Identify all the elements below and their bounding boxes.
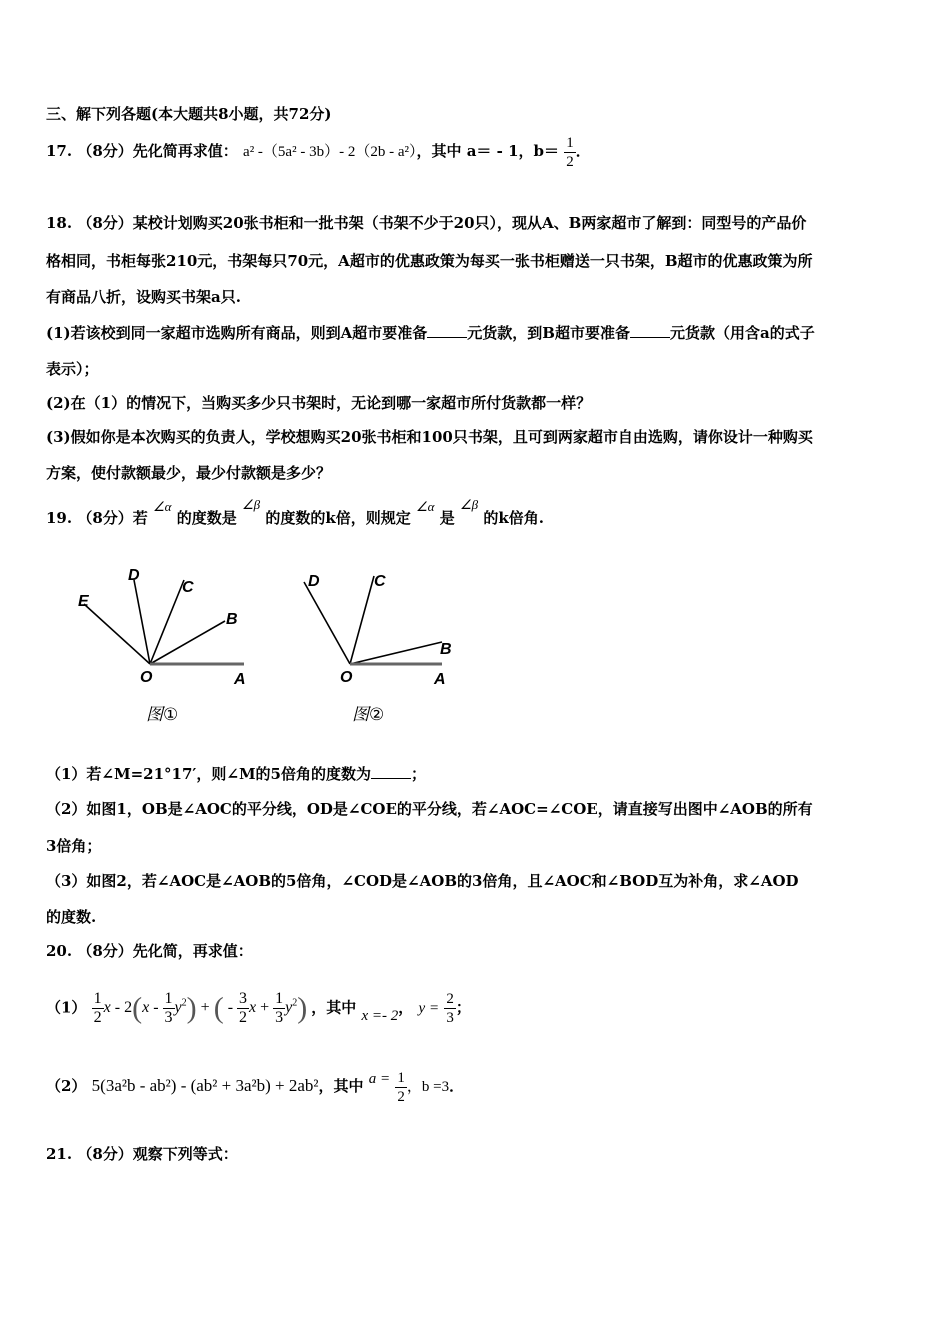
q17-lead: 先化简再求值： <box>132 142 238 160</box>
fig2-label-A: A <box>434 671 446 688</box>
q20-lead: 先化简，再求值： <box>132 942 253 960</box>
q20-part-2 <box>46 1058 464 1114</box>
q17-b-denominator: 2 <box>566 153 574 170</box>
q21-score: （8分） <box>77 1145 133 1163</box>
q18-part-2 <box>46 392 591 413</box>
fig2-label-O: O <box>340 669 353 686</box>
q20-p2-label: （2） <box>46 1077 87 1095</box>
figure-1 <box>70 560 260 730</box>
q19-blank[interactable] <box>371 764 411 779</box>
question-20 <box>46 940 253 961</box>
q19-alpha-2: ∠α <box>416 499 435 514</box>
q18-intro-3: 有商品八折，设购买书架a只. <box>46 288 241 306</box>
q18-blank-b[interactable] <box>630 323 670 338</box>
q17-b-fraction <box>564 134 576 171</box>
q18-p1-a: (1)若该校到同一家超市选购所有商品，则到A超市要准备 <box>46 324 428 342</box>
q19-t1: 若 <box>132 509 148 527</box>
question-17 <box>46 128 591 174</box>
fig2-label-C: C <box>374 573 386 590</box>
q19-t2: 的度数是 <box>176 509 237 527</box>
fig1-label-E: E <box>78 593 89 610</box>
q19-t4: 是 <box>439 509 455 527</box>
q18-p1-b: 元货款，到B超市要准备 <box>467 324 630 342</box>
q20-p2-a: a = <box>368 1071 391 1087</box>
fig2-caption: 图② <box>352 705 385 725</box>
q20-p2-a-fraction <box>395 1069 407 1106</box>
q18-intro-line-1 <box>46 212 806 233</box>
q19-beta-2: ∠β <box>459 497 479 512</box>
question-19 <box>46 496 544 532</box>
q19-part-1 <box>46 763 426 784</box>
q20-score: （8分） <box>77 942 133 960</box>
q20-p1-y-fraction <box>444 990 456 1027</box>
q18-p3-b: 方案，使付款额最少，最少付款额是多少？ <box>46 464 332 482</box>
q19-part-3 <box>46 870 799 891</box>
fig1-ray-OB <box>150 621 225 664</box>
q17-condition: ，其中 a＝ - 1，b＝ <box>416 142 560 160</box>
q17-score: （8分） <box>77 142 133 160</box>
q19-p2-b: 3倍角； <box>46 837 102 855</box>
q20-p1-mid: ，其中 <box>311 998 357 1017</box>
fig1-label-O: O <box>140 669 153 686</box>
q17-b-numerator: 1 <box>566 134 574 151</box>
q19-t5: 的k倍角. <box>483 509 544 527</box>
q18-part-1-cont <box>46 358 99 379</box>
fig1-label-D: D <box>128 567 140 584</box>
q21-lead: 观察下列等式： <box>132 1145 238 1163</box>
fig2-ray-OB <box>350 642 442 664</box>
q20-p1-x: x =- 2 <box>361 1008 399 1025</box>
q17-number: 17. <box>46 142 73 160</box>
section-title <box>46 103 332 124</box>
q18-blank-a[interactable] <box>427 323 467 338</box>
q18-intro-line-3 <box>46 286 241 307</box>
fig2-label-B: B <box>440 641 452 658</box>
q18-part-3-cont <box>46 462 331 483</box>
q20-p1-y-num: 2 <box>446 990 454 1007</box>
fig1-label-B: B <box>226 611 238 628</box>
q18-intro-1: 某校计划购买20张书柜和一批书架（书架不少于20只），现从A、B两家超市了解到：同型号的产品价 <box>132 214 807 232</box>
q19-beta-1: ∠β <box>242 497 261 512</box>
q19-p3-a: （3）如图2，若∠AOC是∠AOB的5倍角，∠COD是∠AOB的3倍角，且∠AOC和∠BOD互为补角，求∠AOD <box>46 872 799 890</box>
q18-intro-line-2 <box>46 250 813 271</box>
q18-p3-a: (3)假如你是本次购买的负责人，学校想购买20张书柜和100只书架，且可到两家超市自由选购，请你设计一种购买 <box>46 428 813 446</box>
q20-p2-end: ． <box>449 1077 465 1095</box>
q18-p2: (2)在（1）的情况下，当购买多少只书架时，无论到哪一家超市所付货款都一样？ <box>46 394 592 412</box>
q18-part-3 <box>46 426 813 447</box>
fig2-label-D: D <box>308 573 320 590</box>
q20-p1-expression: $\frac{1}{2}$ x - 2(x - $\frac{1}{3}$ $y^2$) + ( - $\frac{3}{2}$ x + $\frac{1}{3}$ $y^2$) <box>93 990 308 1027</box>
q20-p2-mid: ，其中 <box>318 1077 364 1095</box>
q18-part-1 <box>46 322 815 343</box>
q19-alpha-1: ∠α <box>153 499 172 514</box>
q19-p1-b: ； <box>411 765 427 783</box>
q18-intro-2: 格相同，书柜每张210元，书架每只70元，A超市的优惠政策为每买一张书柜赠送一只书架，B超市的优惠政策为所 <box>46 252 813 270</box>
q20-p1-y: y = <box>418 1000 440 1017</box>
q19-t3: 的度数的k倍，则规定 <box>265 509 411 527</box>
q21-number: 21. <box>46 1145 73 1163</box>
q19-p1-a: （1）若∠M=21°17′，则∠M的5倍角的度数为 <box>46 765 371 783</box>
q20-p2-a-num: 1 <box>397 1069 405 1086</box>
q19-part-2-cont <box>46 835 101 856</box>
question-21 <box>46 1143 238 1164</box>
fig2-ray-OC <box>350 576 374 664</box>
q20-p1-y-den: 3 <box>446 1009 454 1026</box>
q20-p1-label: （1） <box>46 998 87 1017</box>
q19-part-3-cont <box>46 906 96 927</box>
q19-p3-b: 的度数. <box>46 908 97 926</box>
q19-number: 19. <box>46 509 73 527</box>
q20-p1-comma: ， <box>398 998 414 1017</box>
fig1-ray-OC <box>150 580 184 664</box>
q20-p2-b: ，b =3 <box>406 1079 450 1095</box>
fig1-label-A: A <box>234 671 246 688</box>
q20-number: 20. <box>46 942 73 960</box>
q20-p2-expression: 5(3a²b - ab²) - (ab² + 3a²b) + 2ab² <box>91 1076 319 1095</box>
section-title-text: 三、解下列各题(本大题共8小题，共72分) <box>46 105 332 123</box>
q19-p2-a: （2）如图1，OB是∠AOC的平分线，OD是∠COE的平分线，若∠AOC=∠COE，请直接写出图中∠AOB的所有 <box>46 800 813 818</box>
fig1-label-C: C <box>182 579 194 596</box>
q18-p1-d: 表示）； <box>46 360 99 378</box>
fig1-caption: 图① <box>146 705 179 725</box>
q19-part-2 <box>46 798 813 819</box>
q18-number: 18. <box>46 214 73 232</box>
q19-score: （8分） <box>77 509 133 527</box>
q20-p2-a-den: 2 <box>397 1088 405 1105</box>
q20-p1-end: ； <box>455 998 471 1017</box>
q18-score: （8分） <box>77 214 133 232</box>
q17-end: ． <box>575 142 591 160</box>
figure-2 <box>290 560 470 730</box>
fig2-ray-OD <box>304 582 350 664</box>
q20-part-1 <box>46 976 471 1032</box>
q18-p1-c: 元货款（用含a的式子 <box>669 324 815 342</box>
q17-expression: a² -（5a² - 3b）- 2（2b - a²） <box>243 144 417 160</box>
